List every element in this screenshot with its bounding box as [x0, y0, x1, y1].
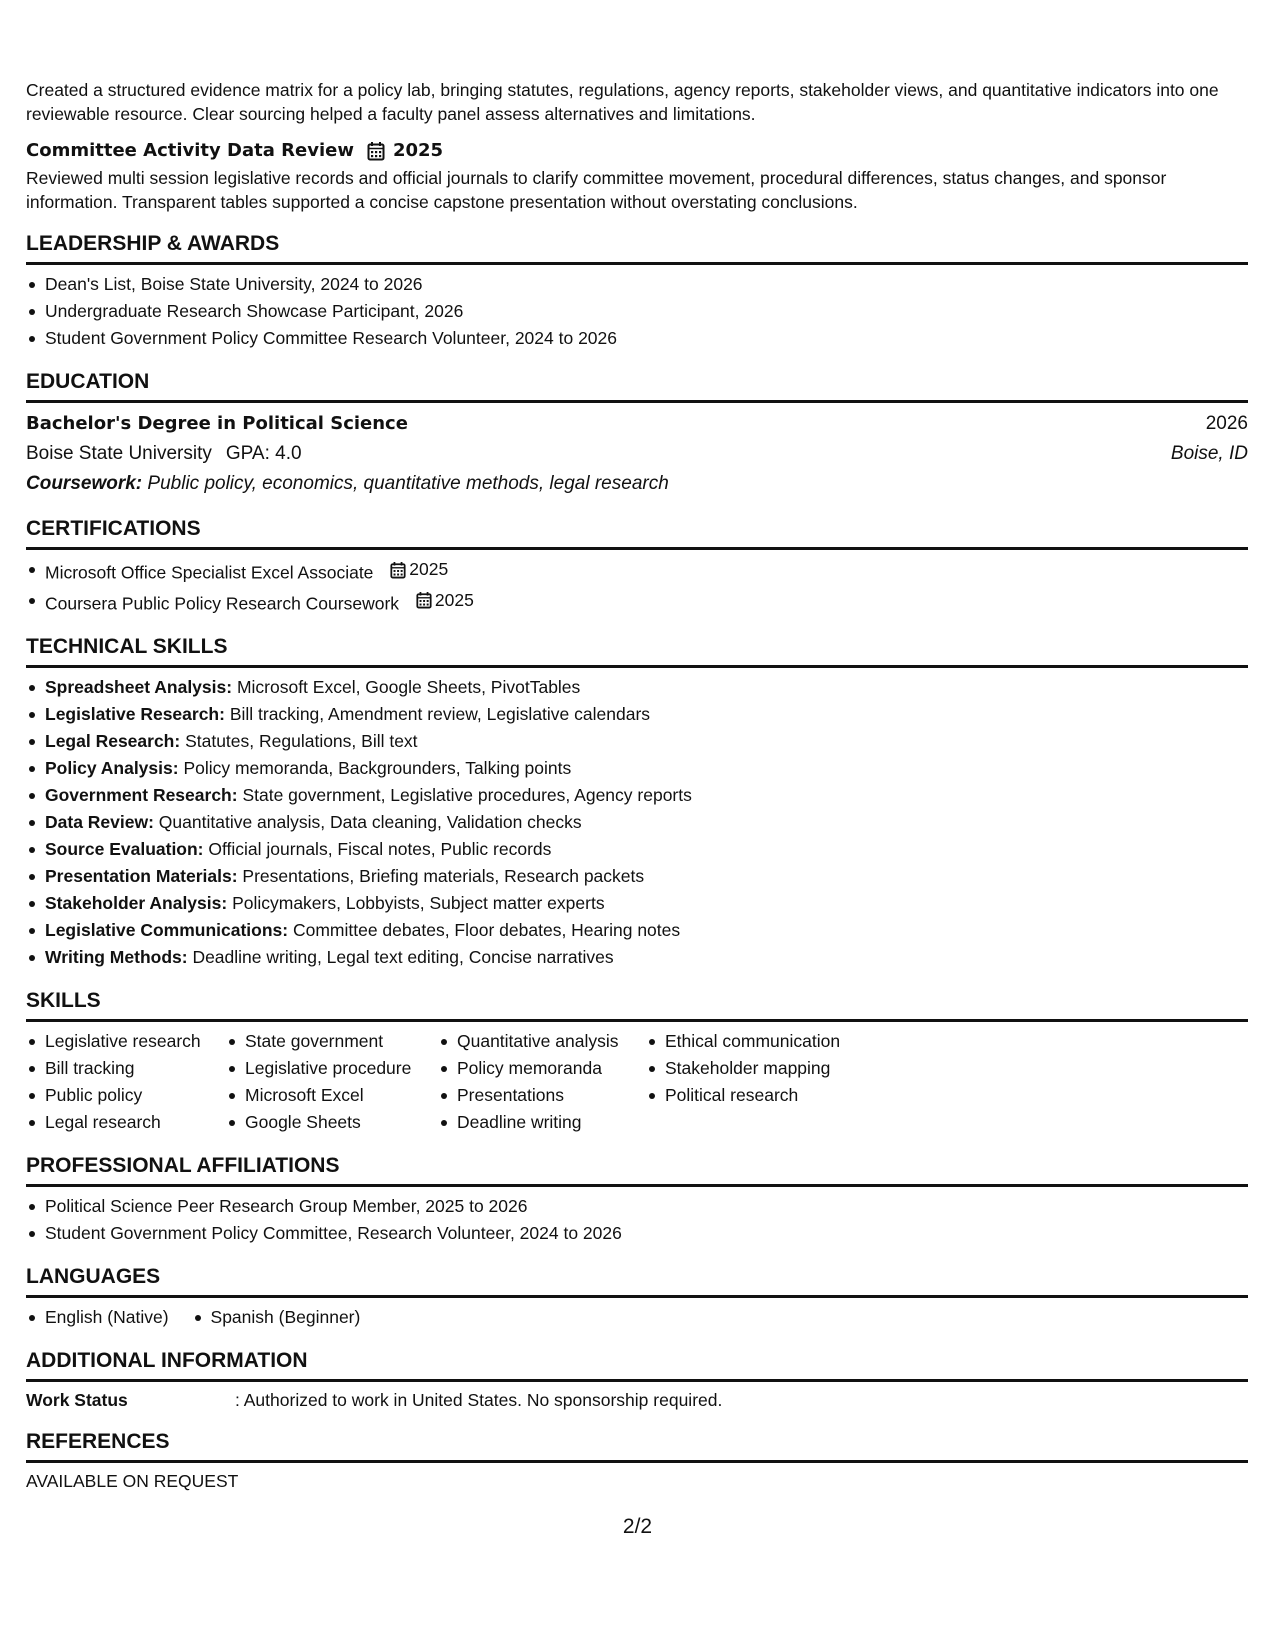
list-item: [26, 863, 1248, 890]
section-heading-skills: SKILLS: [26, 989, 1248, 1022]
degree-title: Bachelor's Degree in Political Science: [26, 413, 408, 434]
references-section: [26, 1430, 1248, 1493]
skills-section: [26, 989, 1248, 1136]
list-item: State government: [226, 1028, 438, 1055]
list-item: Deadline writing: [438, 1109, 646, 1136]
skill-category-label: Legislative Communications:: [45, 920, 289, 940]
work-status-value: : Authorized to work in United States. No sponsorship required.: [235, 1390, 723, 1410]
section-heading-technical-skills: TECHNICAL SKILLS: [26, 635, 1248, 668]
section-heading-additional-info: ADDITIONAL INFORMATION: [26, 1349, 1248, 1382]
resume-page: [26, 78, 1248, 1493]
skills-grid: [26, 1028, 1248, 1136]
skill-category-values: Policy memoranda, Backgrounders, Talking points: [178, 758, 572, 778]
list-item: Microsoft Excel: [226, 1082, 438, 1109]
affiliations-section: [26, 1154, 1248, 1247]
skill-category-values: Deadline writing, Legal text editing, Concise narratives: [187, 947, 614, 967]
project-title-row: [26, 139, 1248, 163]
list-item: [26, 782, 1248, 809]
list-item: Legal research: [26, 1109, 226, 1136]
skill-category-values: Official journals, Fiscal notes, Public records: [203, 839, 552, 859]
skill-category-label: Government Research:: [45, 785, 238, 805]
list-item: [26, 755, 1248, 782]
list-item: Quantitative analysis: [438, 1028, 646, 1055]
coursework-label: Coursework:: [26, 473, 143, 494]
certification-name: Coursera Public Policy Research Coursework: [45, 593, 400, 613]
work-status-row: [26, 1388, 1248, 1412]
skill-category-values: Committee debates, Floor debates, Hearing notes: [288, 920, 681, 940]
skill-category-label: Legislative Research:: [45, 704, 225, 724]
project-title: Committee Activity Data Review: [26, 140, 354, 161]
work-status-label: Work Status: [26, 1390, 128, 1410]
project-description-intro: Created a structured evidence matrix for a policy lab, bringing statutes, regulations, agency reports, stakeholder views, and quantitative indicators into one reviewable resource. Clear sourcing helped a faculty panel assess alternatives and limitations.: [26, 80, 1219, 124]
list-item: Spanish (Beginner): [192, 1304, 361, 1331]
technical-skills-section: [26, 635, 1248, 971]
list-item: Student Government Policy Committee, Research Volunteer, 2024 to 2026: [26, 1220, 1248, 1247]
technical-skills-list: [26, 674, 1248, 971]
list-item: [26, 556, 1248, 587]
list-item: Ethical communication: [646, 1028, 906, 1055]
education-school-row: [26, 439, 1248, 469]
list-item: [26, 917, 1248, 944]
skill-category-values: Statutes, Regulations, Bill text: [180, 731, 418, 751]
certification-year: 2025: [434, 589, 474, 610]
skill-category-values: Policymakers, Lobbyists, Subject matter experts: [227, 893, 605, 913]
coursework-list: Public policy, economics, quantitative methods, legal research: [142, 473, 669, 494]
skill-category-label: Source Evaluation:: [45, 839, 204, 859]
list-item: [26, 587, 1248, 618]
calendar-icon: [367, 141, 385, 161]
skill-category-values: Presentations, Briefing materials, Research packets: [237, 866, 645, 886]
skills-column: [226, 1028, 438, 1136]
references-text: AVAILABLE ON REQUEST: [26, 1471, 239, 1491]
languages-list: [26, 1304, 1248, 1331]
list-item: Stakeholder mapping: [646, 1055, 906, 1082]
section-heading-education: EDUCATION: [26, 370, 1248, 403]
list-item: [26, 728, 1248, 755]
project-description: Reviewed multi session legislative records and official journals to clarify committee movement, procedural differences, status changes, and sponsor information. Transparent tables supported a concise capstone presentation without overstating conclusions.: [26, 168, 1167, 212]
certification-date: [390, 556, 448, 583]
additional-info-section: [26, 1349, 1248, 1412]
list-item: [26, 674, 1248, 701]
list-item: Legislative procedure: [226, 1055, 438, 1082]
school-location: Boise, ID: [1170, 443, 1248, 464]
list-item: Political research: [646, 1082, 906, 1109]
list-item: Presentations: [438, 1082, 646, 1109]
list-item: Policy memoranda: [438, 1055, 646, 1082]
list-item: English (Native): [26, 1304, 169, 1331]
languages-section: [26, 1265, 1248, 1331]
leadership-section: [26, 232, 1248, 352]
section-heading-leadership: LEADERSHIP & AWARDS: [26, 232, 1248, 265]
list-item: [26, 836, 1248, 863]
section-heading-languages: LANGUAGES: [26, 1265, 1248, 1298]
school-info: [26, 439, 302, 469]
skill-category-values: Microsoft Excel, Google Sheets, PivotTables: [232, 677, 581, 697]
page-number: 2/2: [622, 1515, 653, 1538]
education-section: [26, 370, 1248, 499]
leadership-list: [26, 271, 1248, 352]
education-degree-row: [26, 409, 1248, 439]
certifications-list: [26, 556, 1248, 617]
list-item: [26, 701, 1248, 728]
list-item: Dean's List, Boise State University, 2024 to 2026: [26, 271, 1248, 298]
certification-date: [416, 587, 474, 614]
certification-name: Microsoft Office Specialist Excel Associate: [45, 562, 374, 583]
skill-category-label: Writing Methods:: [45, 947, 188, 967]
section-heading-certifications: CERTIFICATIONS: [26, 517, 1248, 550]
calendar-icon: [416, 591, 432, 609]
skills-column: [646, 1028, 906, 1136]
list-item: Public policy: [26, 1082, 226, 1109]
skill-category-label: Spreadsheet Analysis:: [45, 677, 233, 697]
list-item: Legislative research: [26, 1028, 226, 1055]
list-item: Bill tracking: [26, 1055, 226, 1082]
certifications-section: [26, 517, 1248, 617]
skill-category-label: Stakeholder Analysis:: [45, 893, 228, 913]
list-item: Google Sheets: [226, 1109, 438, 1136]
section-heading-references: REFERENCES: [26, 1430, 1248, 1463]
skill-category-label: Presentation Materials:: [45, 866, 238, 886]
school-name: Boise State University: [26, 443, 212, 464]
project-year: 2025: [392, 140, 444, 161]
list-item: [26, 809, 1248, 836]
list-item: Undergraduate Research Showcase Participant, 2026: [26, 298, 1248, 325]
skill-category-label: Data Review:: [45, 812, 154, 832]
coursework: [26, 469, 1248, 499]
skills-column: [26, 1028, 226, 1136]
calendar-icon: [390, 561, 406, 579]
skill-category-values: State government, Legislative procedures, Agency reports: [237, 785, 692, 805]
graduation-year: 2026: [1205, 413, 1248, 434]
skill-category-label: Legal Research:: [45, 731, 181, 751]
skills-column: [438, 1028, 646, 1136]
affiliations-list: [26, 1193, 1248, 1247]
list-item: [26, 890, 1248, 917]
list-item: Political Science Peer Research Group Member, 2025 to 2026: [26, 1193, 1248, 1220]
skill-category-values: Quantitative analysis, Data cleaning, Validation checks: [153, 812, 582, 832]
skill-category-label: Policy Analysis:: [45, 758, 179, 778]
list-item: [26, 944, 1248, 971]
certification-year: 2025: [409, 559, 449, 579]
skill-category-values: Bill tracking, Amendment review, Legislative calendars: [224, 704, 651, 724]
section-heading-affiliations: PROFESSIONAL AFFILIATIONS: [26, 1154, 1248, 1187]
gpa: GPA: 4.0: [225, 443, 302, 464]
list-item: Student Government Policy Committee Research Volunteer, 2024 to 2026: [26, 325, 1248, 352]
